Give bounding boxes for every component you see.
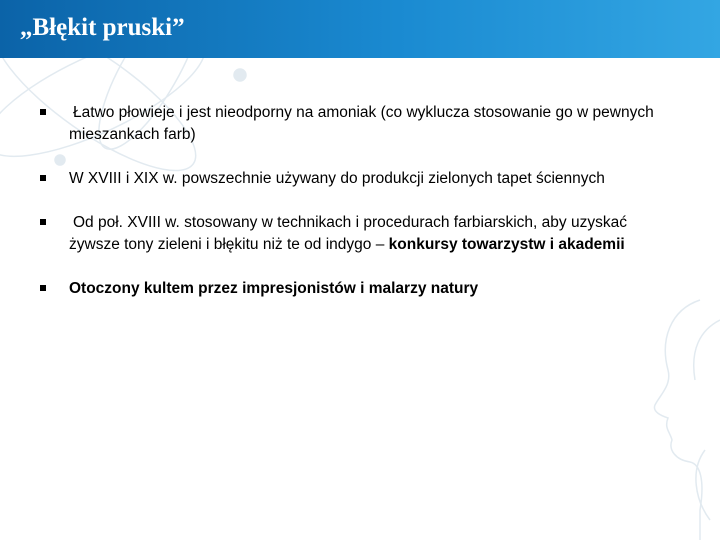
slide-title: „Błękit pruski” (20, 14, 185, 41)
bullet-list (40, 102, 660, 300)
bullet-square-icon (40, 219, 46, 225)
bullet-text: Otoczony kultem przez impresjonistów i malarzy natury (69, 280, 479, 297)
bullet-text (69, 212, 660, 256)
bullet-item (40, 102, 660, 146)
title-bar (0, 0, 720, 58)
bullet-text: W XVIII i XIX w. powszechnie używany do produkcji zielonych tapet ściennych (69, 170, 605, 187)
bullet-item (40, 278, 660, 300)
bullet-text: Łatwo płowieje i jest nieodporny na amoniak (co wyklucza stosowanie go w pewnych mieszankach farb) (69, 104, 654, 143)
bullet-square-icon (40, 285, 46, 291)
bullet-item (40, 168, 660, 190)
bullet-item (40, 212, 660, 256)
bullet-square-icon (40, 109, 46, 115)
head-profile-decoration (654, 300, 702, 540)
bullet-text-bold: konkursy towarzystw i akademii (388, 236, 625, 253)
bullet-square-icon (40, 175, 46, 181)
bullet-text-normal: Od poł. XVIII w. stosowany w technikach i procedurach farbiarskich, aby uzyskać żywsze tony zieleni i błękitu niż te od indygo – (69, 214, 627, 253)
